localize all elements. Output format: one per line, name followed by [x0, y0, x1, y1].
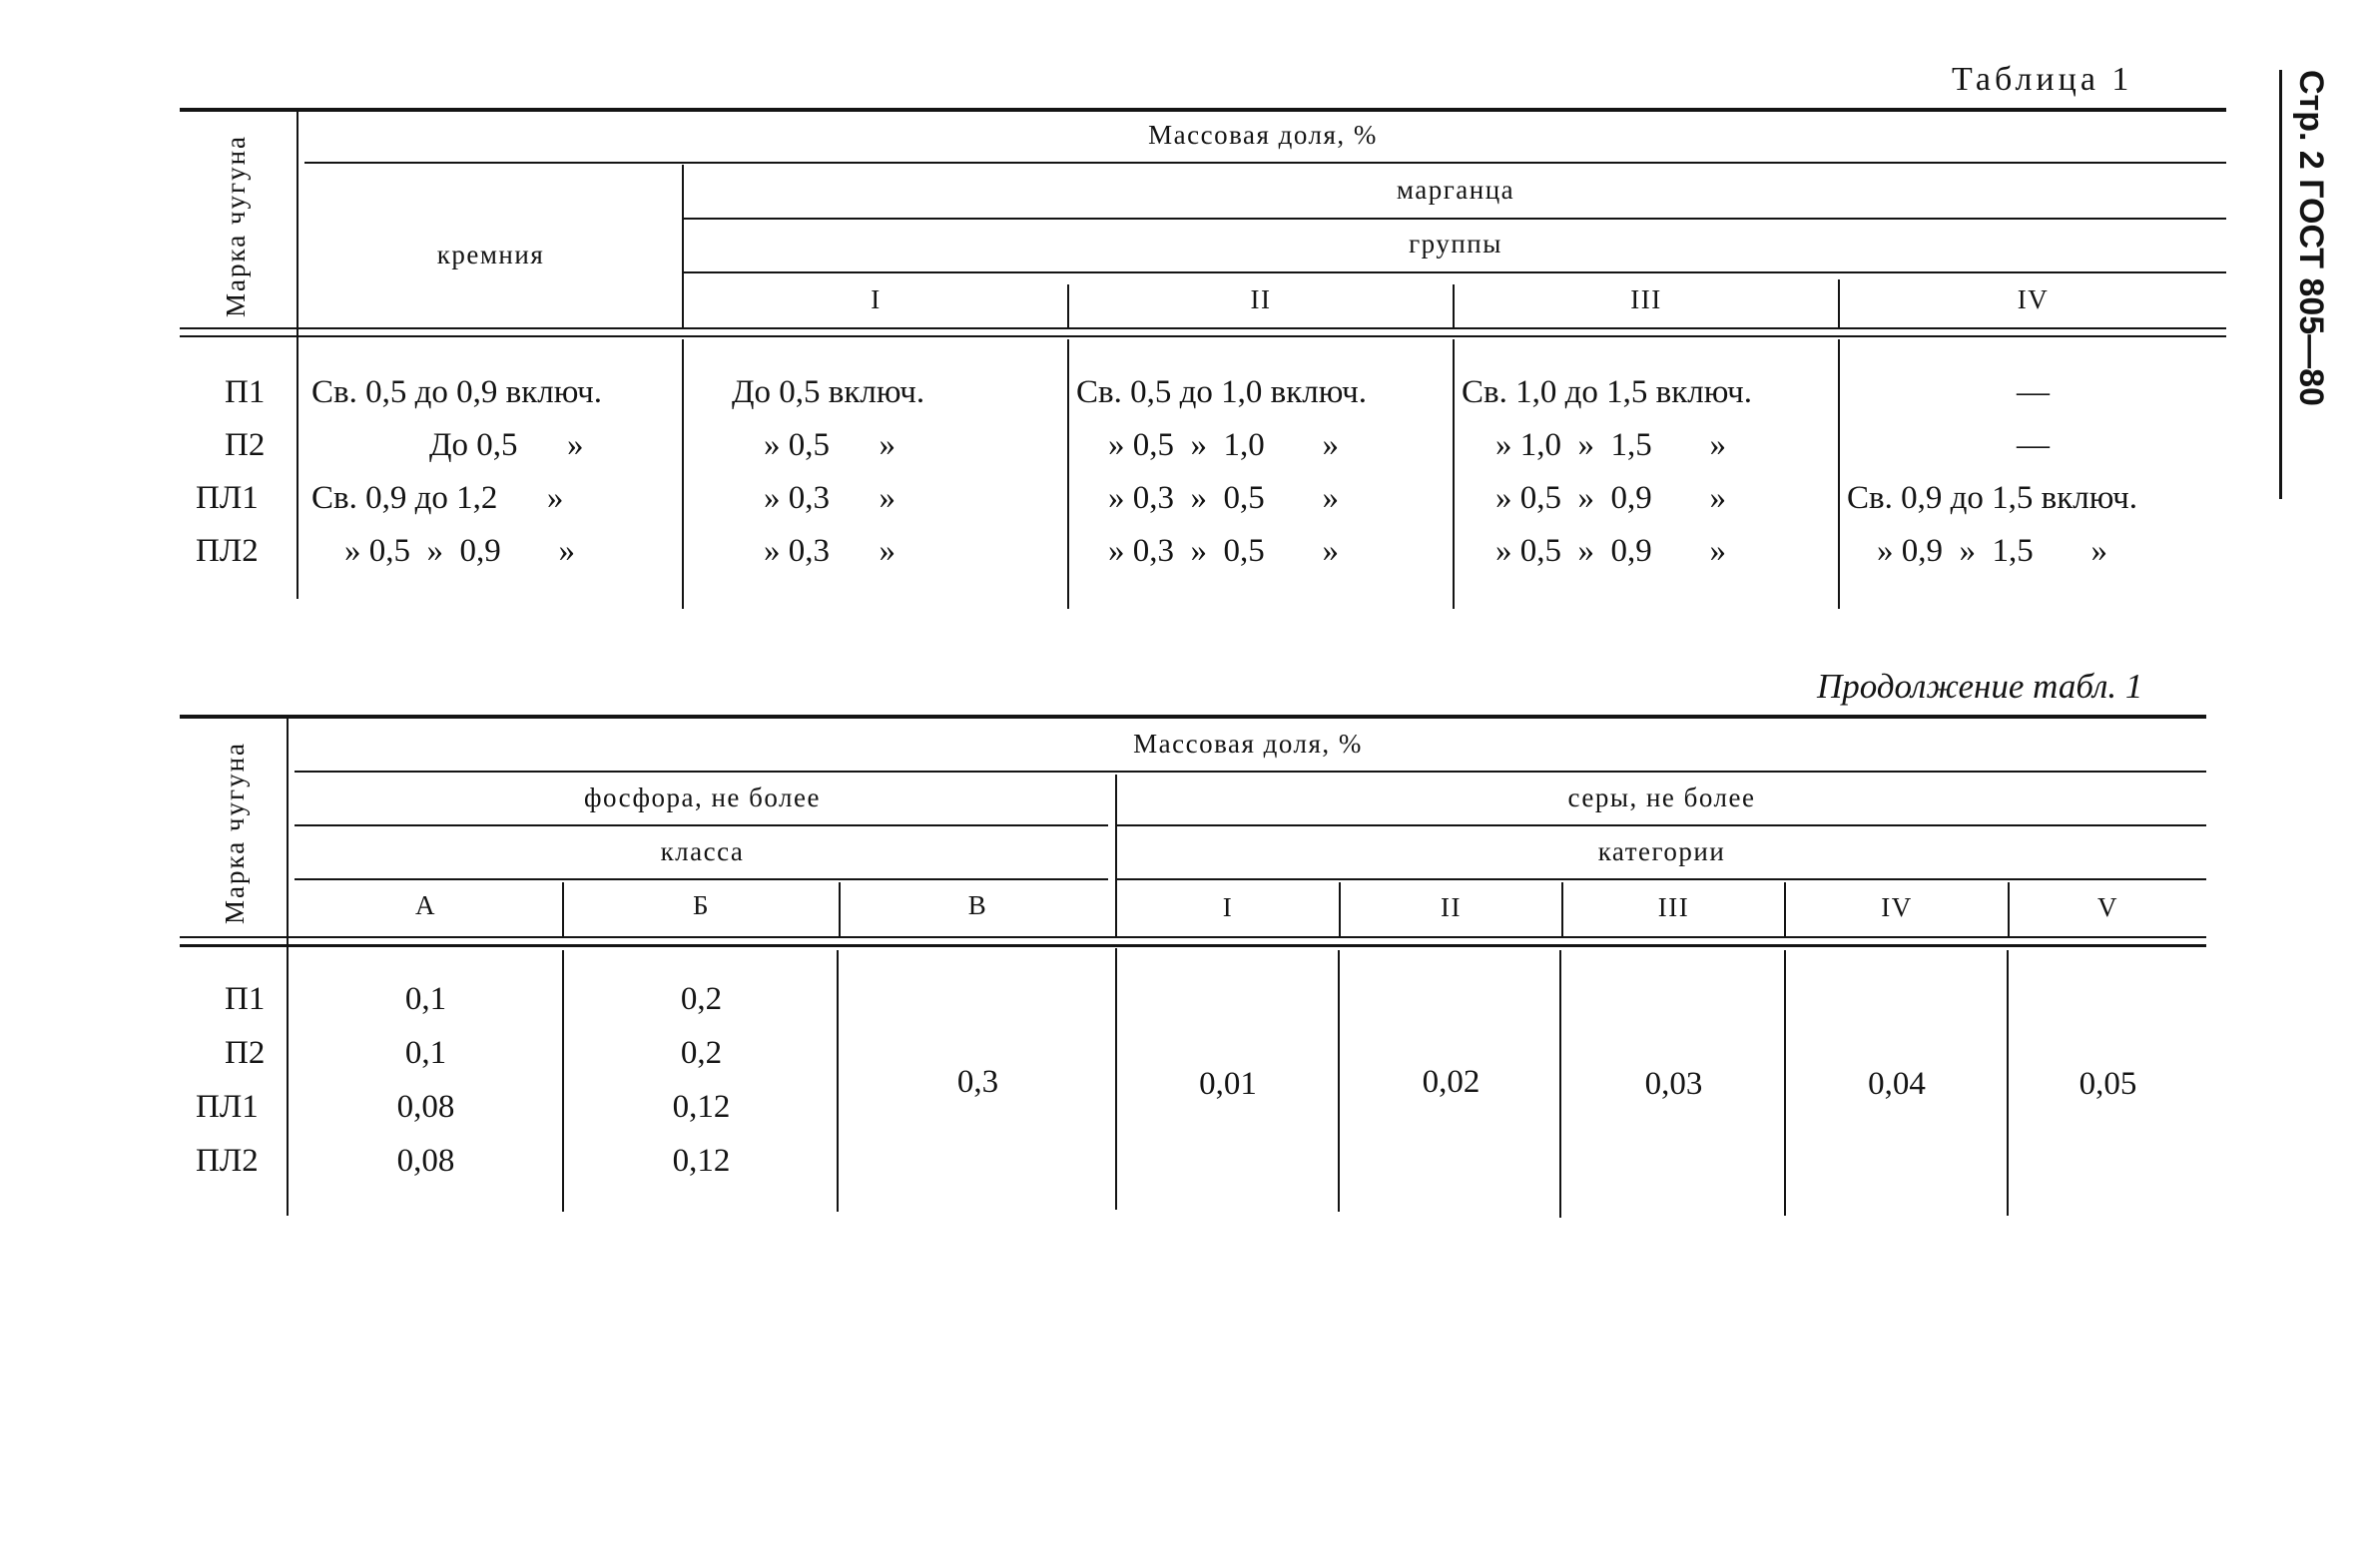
t2-class-v-value: 0,3	[956, 1064, 999, 1100]
t2-class-col: А	[415, 890, 436, 920]
t2-sulfur-header: серы, не более	[1567, 783, 1756, 812]
t2-top-rule	[180, 715, 2206, 719]
t2-row-header: Марка чугуна	[220, 741, 250, 924]
t2-header-bottom	[180, 944, 2206, 947]
t1-group-1: » 0,3 »	[764, 533, 895, 569]
t1-group-3: » 0,5 » 0,9 »	[1495, 480, 1726, 516]
t1-mark: ПЛ1	[196, 480, 259, 516]
t2-category-col: V	[2097, 892, 2118, 922]
t2-class-b-value: 0,2	[680, 1035, 723, 1071]
t1-group-2: Св. 0,5 до 1,0 включ.	[1076, 374, 1367, 410]
t2-category-value: 0,04	[1868, 1066, 1926, 1102]
t2-class-header: класса	[660, 836, 745, 866]
t2-rule	[295, 824, 1108, 826]
t1-group-2: » 0,3 » 0,5 »	[1108, 533, 1339, 569]
t1-group-3: » 0,5 » 0,9 »	[1495, 533, 1726, 569]
t2-col-divider	[287, 717, 289, 1216]
t2-category-col: I	[1222, 892, 1234, 922]
t2-rule	[1116, 878, 2206, 880]
t1-group-3: » 1,0 » 1,5 »	[1495, 427, 1726, 463]
t2-mark: П2	[225, 1035, 266, 1071]
t1-group-2: » 0,3 » 0,5 »	[1108, 480, 1339, 516]
t1-silicon: » 0,5 » 0,9 »	[344, 533, 575, 569]
t1-col-divider	[682, 165, 684, 329]
t1-silicon: До 0,5 »	[429, 427, 584, 463]
t1-group-col: IV	[2017, 284, 2050, 314]
t2-class-b-value: 0,2	[680, 981, 723, 1017]
t1-group-1: » 0,3 »	[764, 480, 895, 516]
t1-group-3: Св. 1,0 до 1,5 включ.	[1462, 374, 1752, 410]
t1-mark: П2	[225, 427, 266, 463]
t1-col-divider	[1067, 339, 1069, 609]
t2-class-a-value: 0,1	[404, 1035, 447, 1071]
t2-mark: ПЛ1	[196, 1089, 259, 1125]
t1-rule	[304, 162, 2226, 164]
t2-phosphorus-header: фосфора, не более	[584, 783, 821, 812]
t2-category-col: III	[1657, 892, 1690, 922]
t2-mark: П1	[225, 981, 266, 1017]
t2-mass-fraction: Массовая доля, %	[1133, 729, 1363, 759]
t2-class-b-value: 0,12	[672, 1089, 731, 1125]
t2-class-a-value: 0,08	[396, 1089, 455, 1125]
t1-group-4: —	[2017, 427, 2050, 463]
t1-group-col: I	[871, 284, 882, 314]
t1-silicon-header: кремния	[436, 240, 545, 269]
t1-silicon: Св. 0,9 до 1,2 »	[311, 480, 564, 516]
table-1-caption: Таблица 1	[1952, 61, 2133, 98]
t1-top-rule	[180, 108, 2226, 112]
t2-category-value: 0,02	[1422, 1064, 1481, 1100]
t1-group-col: III	[1630, 284, 1662, 314]
t2-class-a-value: 0,1	[404, 981, 447, 1017]
t1-mass-fraction: Массовая доля, %	[1148, 120, 1378, 150]
t2-class-col: В	[967, 890, 988, 920]
t2-header-bottom	[180, 936, 2206, 938]
t2-rule	[295, 878, 1108, 880]
t2-class-col: Б	[692, 890, 710, 920]
t1-row-header: Марка чугуна	[221, 134, 251, 317]
t1-group-1: » 0,5 »	[764, 427, 895, 463]
t2-category-value: 0,01	[1199, 1066, 1257, 1102]
t1-rule	[684, 218, 2226, 220]
t1-col-divider	[297, 110, 298, 599]
t1-mark: ПЛ2	[196, 533, 259, 569]
t1-group-4: —	[2017, 374, 2050, 410]
t1-rule	[684, 271, 2226, 273]
t2-category-col: II	[1441, 892, 1462, 922]
t2-category-value: 0,03	[1644, 1066, 1703, 1102]
t1-group-col: II	[1250, 284, 1272, 314]
t1-header-bottom	[180, 335, 2226, 337]
t2-class-b-value: 0,12	[672, 1143, 731, 1179]
side-rule	[2279, 70, 2282, 499]
t2-class-a-value: 0,08	[396, 1143, 455, 1179]
t2-category-value: 0,05	[2078, 1066, 2137, 1102]
table-2-caption: Продолжение табл. 1	[1817, 667, 2143, 706]
t2-category-col: IV	[1881, 892, 1913, 922]
t1-mark: П1	[225, 374, 266, 410]
t1-group-2: » 0,5 » 1,0 »	[1108, 427, 1339, 463]
t2-mark: ПЛ2	[196, 1143, 259, 1179]
t1-groups-header: группы	[1409, 229, 1502, 259]
page-side-label: Стр. 2 ГОСТ 805—80	[2292, 70, 2330, 406]
t2-rule	[295, 771, 2206, 773]
t2-category-header: категории	[1597, 836, 1726, 866]
t1-group-4: Св. 0,9 до 1,5 включ.	[1847, 480, 2137, 516]
t1-header-bottom	[180, 327, 2226, 329]
t1-silicon: Св. 0,5 до 0,9 включ.	[311, 374, 602, 410]
t2-rule	[1116, 824, 2206, 826]
t1-group-1: До 0,5 включ.	[732, 374, 925, 410]
t1-manganese-header: марганца	[1396, 175, 1515, 205]
t1-col-divider	[682, 339, 684, 609]
t1-col-divider	[1453, 339, 1455, 609]
t1-group-4: » 0,9 » 1,5 »	[1877, 533, 2107, 569]
